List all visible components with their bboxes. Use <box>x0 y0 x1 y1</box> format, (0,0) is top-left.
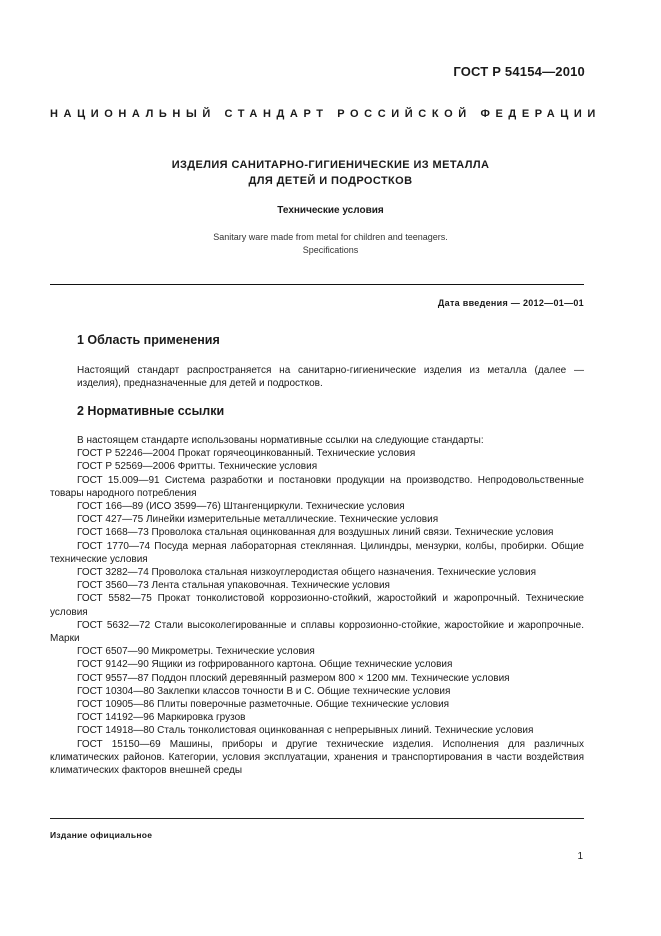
section-2-heading: 2 Нормативные ссылки <box>77 404 225 418</box>
reference-item: ГОСТ 427—75 Линейки измерительные металлические. Технические условия <box>77 514 439 526</box>
reference-item: ГОСТ 15150—69 Машины, приборы и другие технические изделия. Исполнения для различных климатических районов. Категории, условия эксплуатации, хранения и транспортирования в части воздействия климатических факторов внешней среды <box>50 738 584 777</box>
footer-divider <box>50 818 584 819</box>
references-intro: В настоящем стандарте использованы нормативные ссылки на следующие стандарты: <box>77 435 484 446</box>
title-divider <box>50 284 584 285</box>
reference-item: ГОСТ 14192—96 Маркировка грузов <box>77 712 246 724</box>
reference-item: ГОСТ 10304—80 Заклепки классов точности В и С. Общие технические условия <box>77 685 451 697</box>
national-standard-banner: НАЦИОНАЛЬНЫЙ СТАНДАРТ РОССИЙСКОЙ ФЕДЕРАЦИИ <box>50 108 601 120</box>
reference-item: ГОСТ 1668—73 Проволока стальная оцинкованная для воздушных линий связи. Технические условия <box>77 527 554 539</box>
english-title <box>48 231 613 257</box>
document-code: ГОСТ Р 54154—2010 <box>453 64 585 79</box>
reference-item: ГОСТ Р 52246—2004 Прокат горячеоцинкованный. Технические условия <box>77 448 416 460</box>
document-subtitle: Технические условия <box>277 205 384 216</box>
reference-item: ГОСТ 3282—74 Проволока стальная низкоуглеродистая общего назначения. Технические условия <box>77 567 536 579</box>
document-title <box>48 157 613 189</box>
reference-item: ГОСТ 5632—72 Стали высоколегированные и сплавы коррозионно-стойкие, жаростойкие и жаропрочные. Марки <box>50 619 584 645</box>
english-title-line-1: Sanitary ware made from metal for children and teenagers. <box>213 232 448 242</box>
page-number: 1 <box>577 851 583 862</box>
reference-item: ГОСТ 10905—86 Плиты поверочные разметочные. Общие технические условия <box>77 699 450 711</box>
reference-item: ГОСТ 15.009—91 Система разработки и постановки продукции на производство. Непродовольственные товары народного потребления <box>50 474 584 499</box>
section-1-text: Настоящий стандарт распространяется на санитарно-гигиенические изделия из металла (далее — изделия), предназначенные для детей и подростков. <box>77 365 584 390</box>
document-title-line-2: ДЛЯ ДЕТЕЙ И ПОДРОСТКОВ <box>248 175 413 187</box>
english-title-line-2: Specifications <box>302 245 359 255</box>
section-1-heading: 1 Область применения <box>77 333 220 347</box>
reference-item: ГОСТ 9142—90 Ящики из гофрированного картона. Общие технические условия <box>77 659 453 671</box>
reference-item: ГОСТ 6507—90 Микрометры. Технические условия <box>77 646 315 658</box>
normative-references <box>50 434 584 777</box>
reference-item: ГОСТ 9557—87 Поддон плоский деревянный размером 800 × 1200 мм. Технические условия <box>77 672 510 684</box>
official-edition-label: Издание официальное <box>50 830 153 840</box>
reference-item: ГОСТ Р 52569—2006 Фритты. Технические условия <box>77 461 318 473</box>
reference-item: ГОСТ 166—89 (ИСО 3599—76) Штангенциркули. Технические условия <box>77 501 405 513</box>
document-title-line-1: ИЗДЕЛИЯ САНИТАРНО-ГИГИЕНИЧЕСКИЕ ИЗ МЕТАЛЛА <box>171 159 490 171</box>
reference-item: ГОСТ 1770—74 Посуда мерная лабораторная стеклянная. Цилиндры, мензурки, колбы, пробирки. Общие технические условия <box>50 540 584 565</box>
reference-item: ГОСТ 14918—80 Сталь тонколистовая оцинкованная с непрерывных линий. Технические условия <box>77 725 534 737</box>
introduction-date: Дата введения — 2012—01—01 <box>437 298 584 308</box>
reference-item: ГОСТ 3560—73 Лента стальная упаковочная. Технические условия <box>77 580 390 592</box>
reference-item: ГОСТ 5582—75 Прокат тонколистовой коррозионно-стойкий, жаростойкий и жаропрочный. Технические условия <box>50 593 584 618</box>
